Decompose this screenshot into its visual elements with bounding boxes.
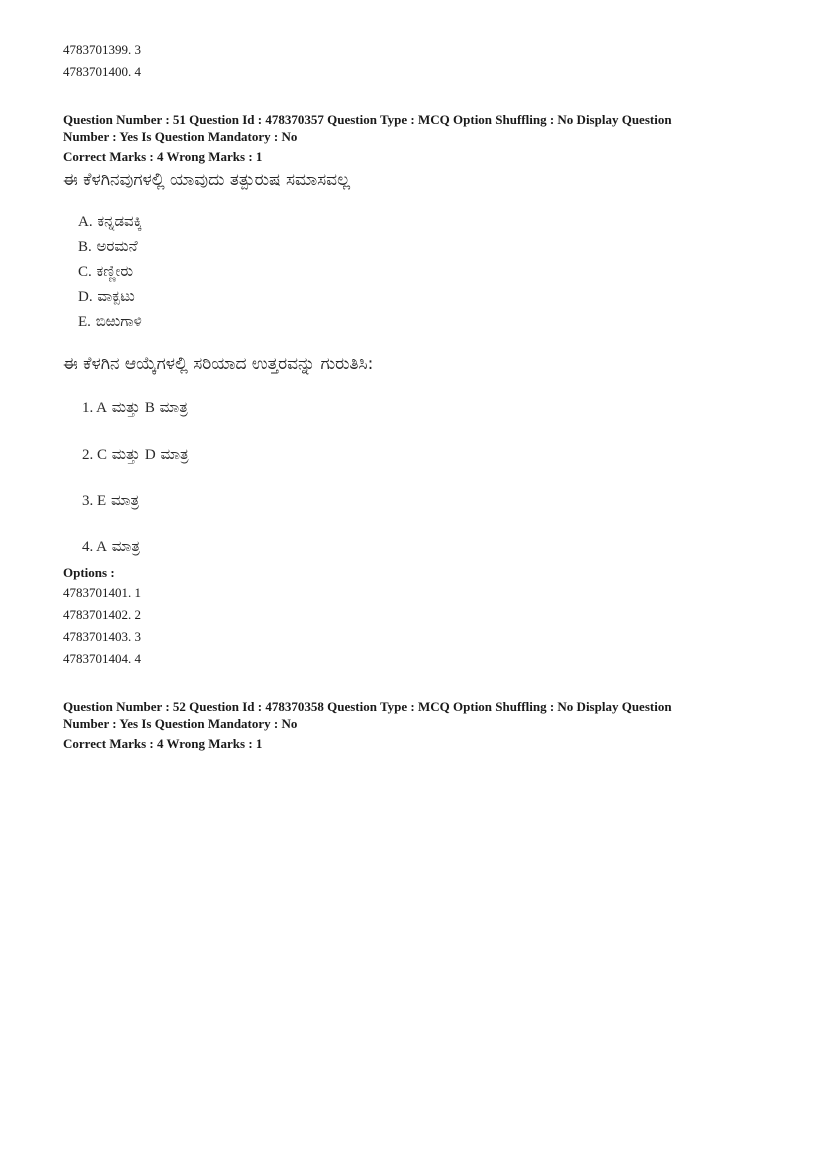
q51-item-d bbox=[78, 287, 135, 306]
item-text: ಬಿಱುಗಾಳಿ bbox=[95, 312, 142, 330]
choice-text: ಮಾತ್ರ bbox=[111, 537, 140, 555]
item-label: E. bbox=[78, 314, 91, 330]
item-label: C. bbox=[78, 264, 92, 280]
q51-option-4: 4783701404. 4 bbox=[63, 651, 141, 666]
q52-header-line2: Number : Yes Is Question Mandatory : No bbox=[63, 716, 298, 731]
q51-choice-4 bbox=[82, 537, 140, 556]
choice-text-2: ಮಾತ್ರ bbox=[160, 445, 189, 463]
q51-item-a bbox=[78, 212, 142, 231]
q51-choice-2 bbox=[82, 445, 189, 464]
q51-choice-3 bbox=[82, 491, 139, 510]
choice-label: 1. A bbox=[82, 400, 108, 416]
choice-label-2: B bbox=[144, 400, 155, 416]
q51-marks: Correct Marks : 4 Wrong Marks : 1 bbox=[63, 149, 263, 164]
choice-text: ಮತ್ತು bbox=[111, 398, 141, 416]
item-label: D. bbox=[78, 289, 93, 305]
q51-question-text: ಈ ಕೆಳಗಿನವುಗಳಲ್ಲಿ ಯಾವುದು ತತ್ಪುರುಷ ಸಮಾಸವಲ್ಲ bbox=[63, 170, 351, 190]
q51-item-b bbox=[78, 237, 138, 256]
q51-choice-1 bbox=[82, 398, 188, 417]
q51-header-line1: Question Number : 51 Question Id : 478370357 Question Type : MCQ Option Shuffling : No Display Question bbox=[63, 112, 672, 127]
choice-label: 3. E bbox=[82, 493, 107, 509]
q51-item-e bbox=[78, 312, 142, 331]
choice-label: 2. C bbox=[82, 447, 108, 463]
item-text: ಕನ್ನಡವಕ್ಕಿ bbox=[97, 212, 143, 230]
item-label: A. bbox=[78, 214, 93, 230]
q52-header-line1: Question Number : 52 Question Id : 478370358 Question Type : MCQ Option Shuffling : No Display Question bbox=[63, 699, 672, 714]
q51-header-line2: Number : Yes Is Question Mandatory : No bbox=[63, 129, 298, 144]
prev-option-1: 4783701399. 3 bbox=[63, 42, 141, 57]
q52-marks: Correct Marks : 4 Wrong Marks : 1 bbox=[63, 736, 263, 751]
prev-option-2: 4783701400. 4 bbox=[63, 64, 141, 79]
q51-option-1: 4783701401. 1 bbox=[63, 585, 141, 600]
q51-instruction: ಈ ಕೆಳಗಿನ ಆಯ್ಕೆಗಳಲ್ಲಿ ಸರಿಯಾದ ಉತ್ತರವನ್ನು ಗುರುತಿಸಿ: bbox=[63, 354, 374, 374]
item-text: ವಾಕ್ಪಟು bbox=[97, 287, 135, 305]
choice-label-2: D bbox=[144, 447, 156, 463]
q51-option-3: 4783701403. 3 bbox=[63, 629, 141, 644]
item-label: B. bbox=[78, 239, 92, 255]
choice-text: ಮತ್ತು bbox=[111, 445, 141, 463]
choice-text: ಮಾತ್ರ bbox=[110, 491, 140, 509]
item-text: ಕಣ್ಣೀರು bbox=[96, 262, 134, 280]
q51-options-label: Options : bbox=[63, 565, 115, 580]
choice-text-2: ಮಾತ್ರ bbox=[159, 398, 188, 416]
choice-label: 4. A bbox=[82, 539, 108, 555]
q51-item-c bbox=[78, 262, 133, 281]
item-text: ಅರಮನೆ bbox=[96, 237, 138, 255]
q51-option-2: 4783701402. 2 bbox=[63, 607, 141, 622]
